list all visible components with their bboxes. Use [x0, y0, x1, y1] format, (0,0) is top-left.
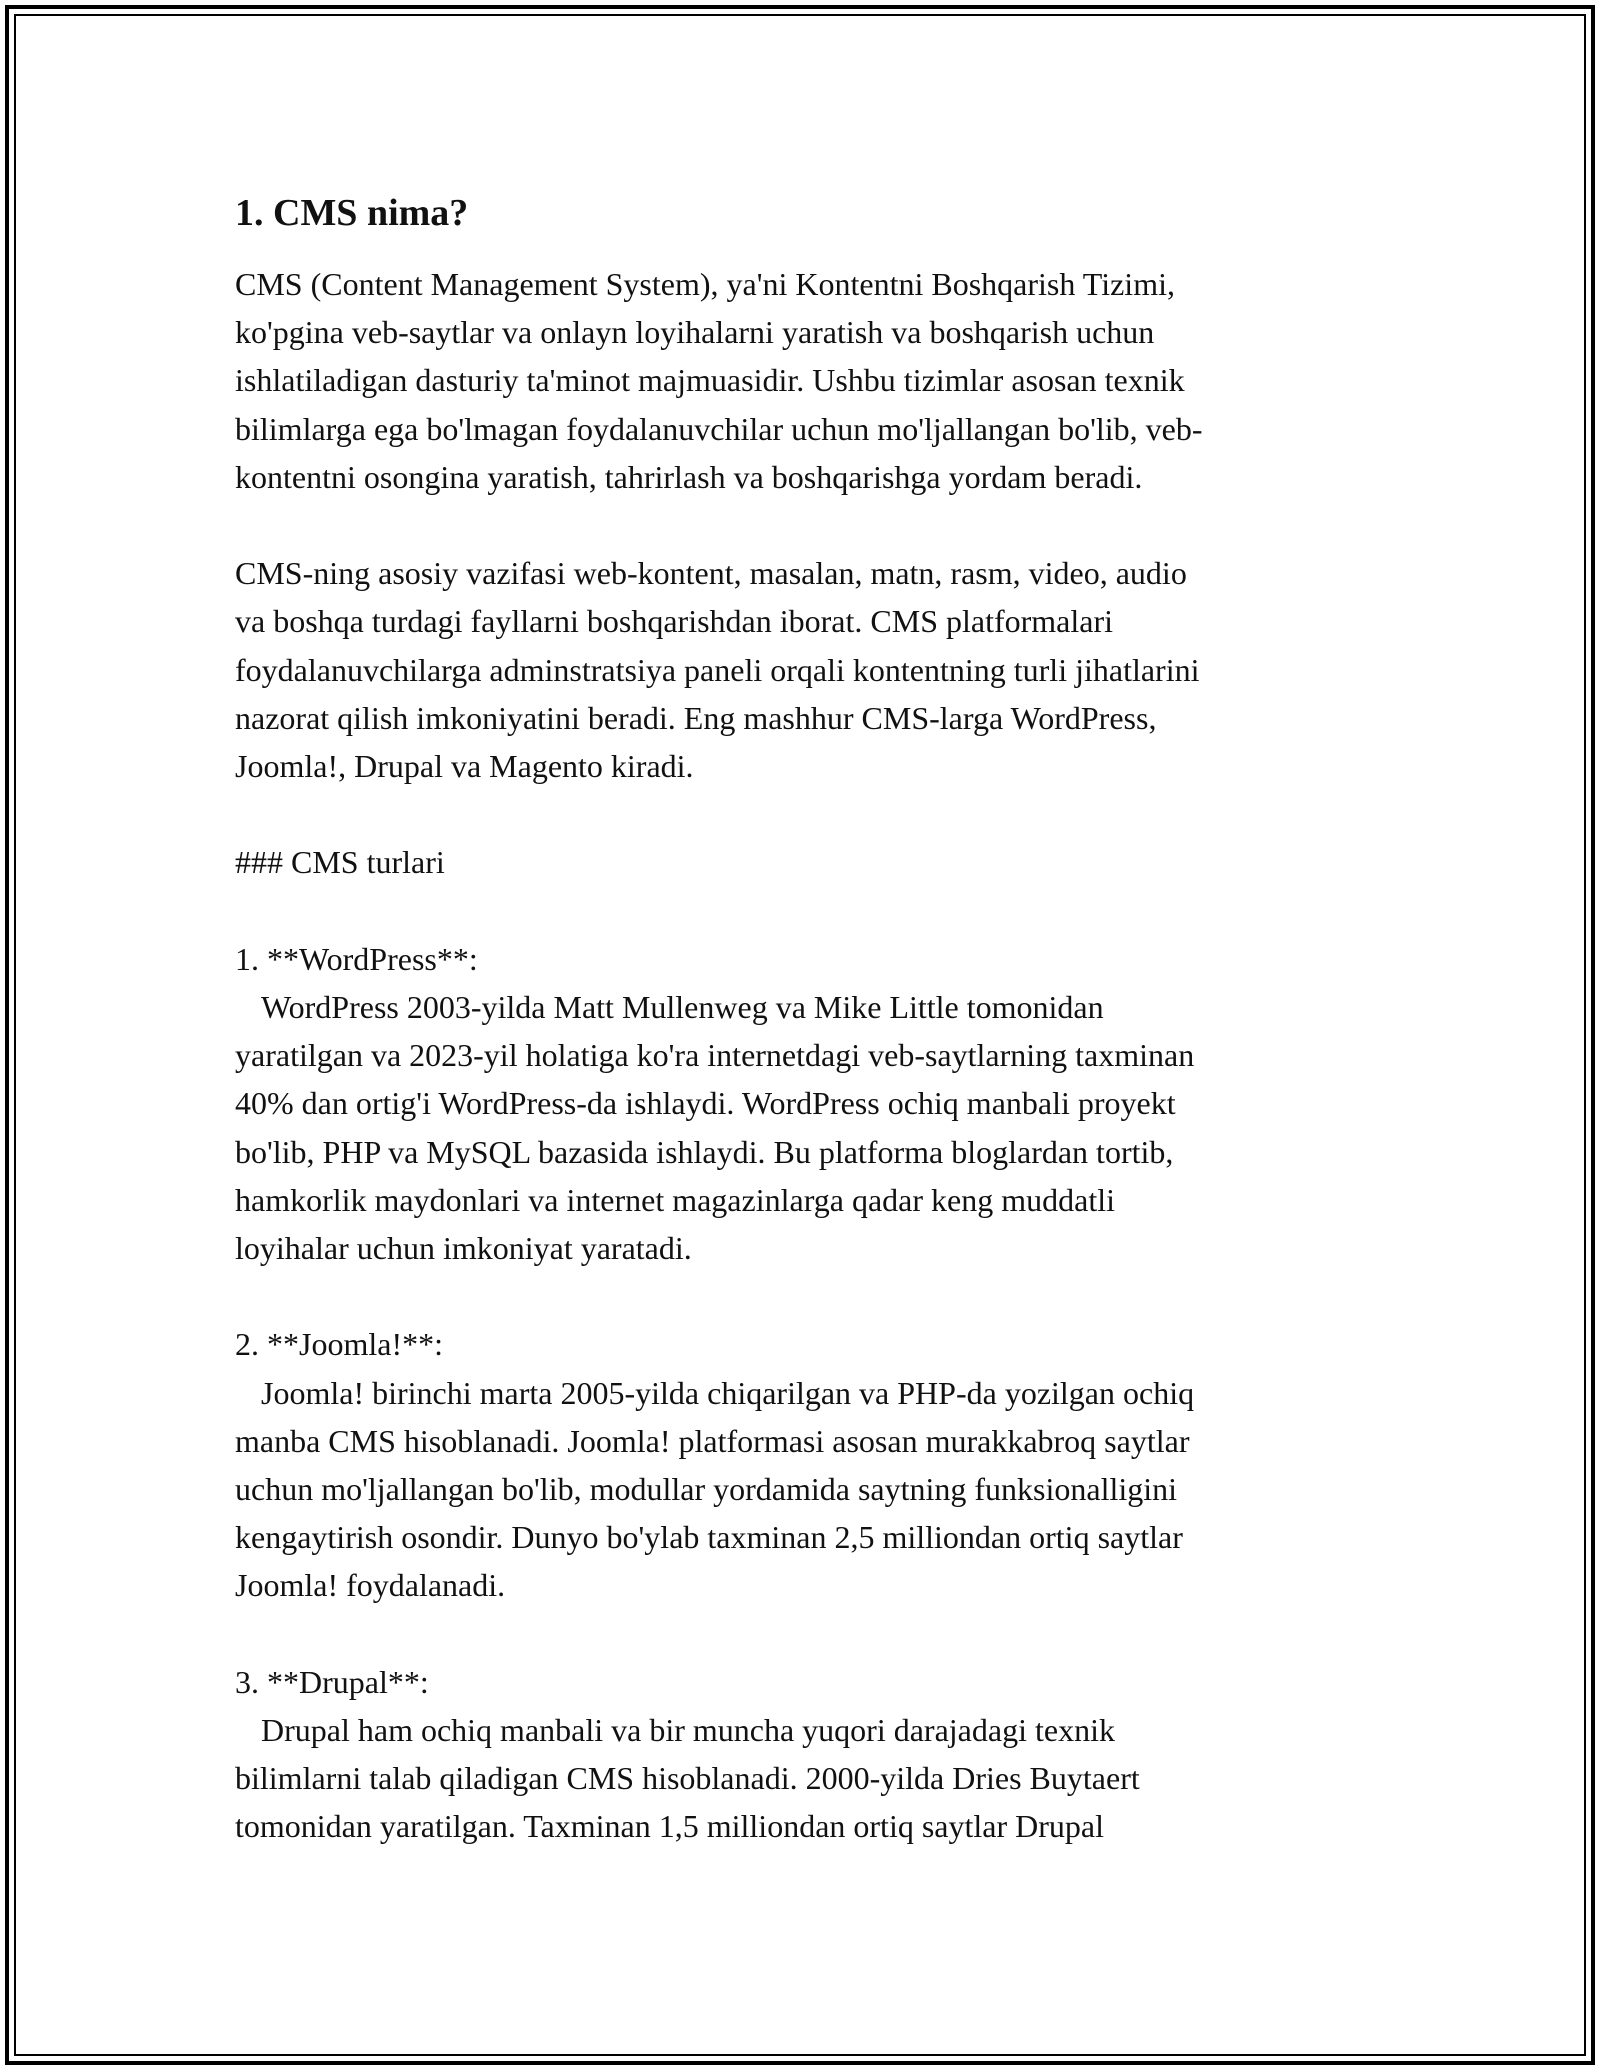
- text-line: bilimlarni talab qiladigan CMS hisoblanadi. 2000-yilda Dries Buytaert: [235, 1760, 1140, 1797]
- text-line: Joomla! foydalanadi.: [235, 1567, 506, 1604]
- list-item-title: 1. **WordPress**:: [235, 940, 478, 977]
- text-line: uchun mo'ljallangan bo'lib, modullar yordamida saytning funksionalligini: [235, 1471, 1178, 1508]
- paragraph-gap: [235, 790, 1375, 838]
- text-line: va boshqa turdagi fayllarni boshqarishdan iborat. CMS platformalari: [235, 603, 1114, 640]
- text-line: bilimlarga ega bo'lmagan foydalanuvchilar uchun mo'ljallangan bo'lib, veb-: [235, 410, 1203, 447]
- text-line: kontentni osongina yaratish, tahrirlash va boshqarishga yordam beradi.: [235, 458, 1143, 495]
- text-line: 40% dan ortig'i WordPress-da ishlaydi. WordPress ochiq manbali proyekt: [235, 1085, 1176, 1122]
- text-line: Joomla!, Drupal va Magento kiradi.: [235, 748, 694, 785]
- text-line: bo'lib, PHP va MySQL bazasida ishlaydi. Bu platforma bloglardan tortib,: [235, 1133, 1174, 1170]
- text-line: CMS-ning asosiy vazifasi web-kontent, masalan, matn, rasm, video, audio: [235, 555, 1187, 592]
- text-line: CMS (Content Management System), ya'ni Kontentni Boshqarish Tizimi,: [235, 266, 1175, 302]
- list-item-drupal: [235, 1658, 1375, 1851]
- text-line: yaratilgan va 2023-yil holatiga ko'ra internetdagi veb-saytlarning taxminan: [235, 1037, 1195, 1074]
- list-item-title: 2. **Joomla!**:: [235, 1326, 443, 1363]
- paragraph-gap: [235, 887, 1375, 935]
- text-line: hamkorlik maydonlari va internet magazinlarga qadar keng muddatli: [235, 1181, 1115, 1218]
- text-line: WordPress 2003-yilda Matt Mullenweg va Mike Little tomonidan: [261, 989, 1104, 1025]
- list-item-title: 3. **Drupal**:: [235, 1663, 429, 1700]
- text-line: foydalanuvchilarga adminstratsiya paneli orqali kontentning turli jihatlarini: [235, 651, 1200, 688]
- text-line: Drupal ham ochiq manbali va bir muncha yuqori darajadagi texnik: [261, 1712, 1115, 1749]
- text-line: ishlatiladigan dasturiy ta'minot majmuasidir. Ushbu tizimlar asosan texnik: [235, 362, 1185, 399]
- text-line: kengaytirish osondir. Dunyo bo'ylab taxminan 2,5 milliondan ortiq saytlar: [235, 1519, 1183, 1556]
- text-line: Joomla! birinchi marta 2005-yilda chiqarilgan va PHP-da yozilgan ochiq: [261, 1374, 1195, 1411]
- intro-paragraph-1: [235, 260, 1375, 501]
- text-line: manba CMS hisoblanadi. Joomla! platformasi asosan murakkabroq saytlar: [235, 1422, 1190, 1459]
- document-body: [235, 188, 1375, 1851]
- text-line: ko'pgina veb-saytlar va onlayn loyihalarni yaratish va boshqarish uchun: [235, 314, 1155, 351]
- text-line: nazorat qilish imkoniyatini beradi. Eng mashhur CMS-larga WordPress,: [235, 699, 1157, 736]
- list-item-joomla: [235, 1320, 1375, 1609]
- text-line: loyihalar uchun imkoniyat yaratadi.: [235, 1230, 692, 1267]
- section-heading: 1. CMS nima?: [235, 192, 469, 234]
- paragraph-gap: [235, 1610, 1375, 1658]
- cms-types-subheading: ### CMS turlari: [235, 844, 445, 881]
- intro-paragraph-2: [235, 549, 1375, 790]
- text-line: tomonidan yaratilgan. Taxminan 1,5 milliondan ortiq saytlar Drupal: [235, 1808, 1104, 1845]
- paragraph-gap: [235, 501, 1375, 549]
- list-item-wordpress: [235, 935, 1375, 1272]
- paragraph-gap: [235, 1272, 1375, 1320]
